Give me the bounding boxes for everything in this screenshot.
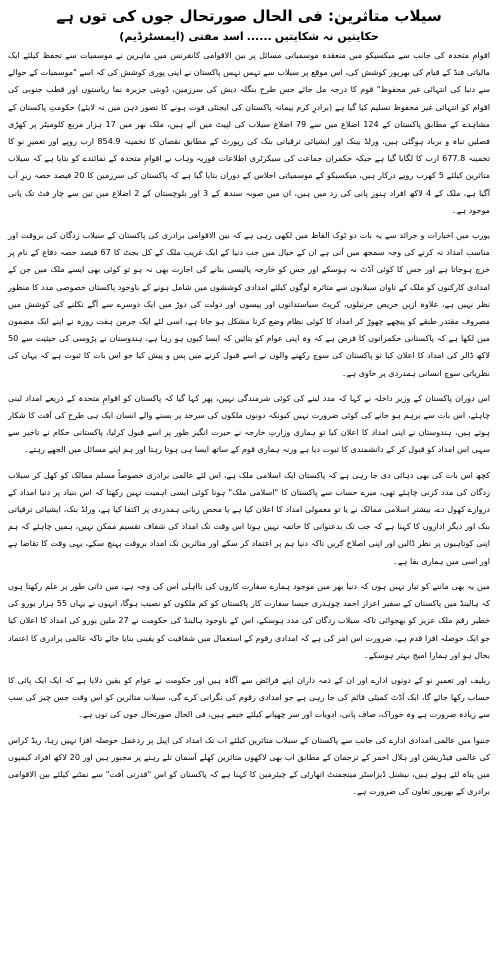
article-body bbox=[8, 47, 490, 800]
article-paragraph: اقوامِ متحدہ کی جانب سے میکسیکو میں منعقدہ موسمیاتی مسائل پر بین الاقوامی کانفرنس میں ماہرین نے موسمیات سے تحفظ کیلئے ایک مالیاتی فنڈ کے قیام کی بھرپور کوشش کی، اس موقع پر سیلاب سے تہس نہس پاکستان نے اپنی پوری کوشش کی کہ اسے "موسمیات کے حوالے سے دنیا کی انتہائی غیر محفوظ" قوم کا درجہ مل جائے جس طرح بنگلہ دیش کی سرزمین، ڈوبتی جزیرہ نما ریاستوں اور قطب جنوبی کی اقوام کو انتہائی غیر محفوظ تسلیم کیا گیا ہے (برادرِ کرم پیمانہ پاکستان کی ایجنٹی قوت ہونے کا تصور ذہن میں نہ لایئے) حکومتِ پاکستان کے مشاہدے کے مطابق پاکستان کے 124 اضلاع میں سے 79 اضلاع سیلاب کی لپیٹ میں آئے ہیں، ملک بھر میں 17 ہزار مربع کلومیٹر پر کھڑی فصلیں تباہ و برباد ہوگئی ہیں، ورلڈ بینک اور ایشیائی ترقیاتی بنک کی رپورٹ کے مطابق نقصان کا تخمینہ 854.9 ارب روپے اور تعمیرِ نو کا تخمینہ 677.8 ارب کا لگایا گیا ہے جبکہ حکمران جماعت کی سیکرٹری اطلاعات فوزیہ وہاب نے اقوامِ متحدہ کے نمائندے کو بتایا ہے کہ سیلاب متاثرین کیلئے 5 کھرب روپے درکار ہیں، میکسیکو کے موسمیاتی اجلاس کے دوران بتایا گیا ہے کہ پاکستان کی سرزمین کا 20 فیصد حصہ زیرِ آب آگیا ہے، ملک کے 4 لاکھ افراد ہنوز پانی کی زد میں ہیں، ان میں صوبہ سندھ کے 3 اور بلوچستان کے 2 اضلاع میں تین سے چار فٹ تک پانی موجود ہے۔ bbox=[8, 50, 491, 215]
article-headline: سیلاب متاثرین: فی الحال صورتحال جوں کی توں ہے bbox=[56, 7, 442, 25]
article-paragraph: کچھ اس بات کی بھی دہائی دی جا رہی ہے کہ پاکستان ایک اسلامی ملک ہے، اس لئے عالمی برادری خصوصاً مسلم ممالک کو کھل کر سیلاب زدگان کی مدد کرنی چاہئے تھی، میرے حساب سے پاکستان کا "اسلامی ملک" ہونا کوئی ایسی اہمیت نہیں رکھتا کہ اس بنیاد پر دنیا امداد کے دروازے کھول دے، بیشتر اسلامی ممالک نے یا تو معمولی امداد کا اعلان کیا ہے یا محض زبانی ہمدردی پر اکتفا کیا ہے، ورلڈ بنک، ایشیائی ترقیاتی بنک اور دیگر اداروں کا کہنا ہے کہ جب تک بدعنوانی کا خاتمہ نہیں ہوتا اس وقت تک امداد کی شفاف تقسیم ممکن نہیں، ہمیں چاہئے کہ ہم اپنی کوتاہیوں پر نظر ڈالیں اور اپنی اصلاح کریں تاکہ دنیا ہم پر اعتماد کر سکے اور متاثرین تک امداد بروقت پہنچ سکے، یہی وقت کا تقاضا ہے اور اسی میں ہماری بقا ہے۔ bbox=[8, 469, 490, 566]
article-paragraph: ریلیف اور تعمیرِ نو کے دونوں ادارے اور ان کے ذمہ داران اپنے فرائض سے آگاہ ہیں اور حکومت نے عوام کو یقین دلایا ہے کہ ایک ایک پائی کا حساب رکھا جائے گا، ایک آڈٹ کمیٹی قائم کی جا رہی ہے جو امدادی رقوم کی نگرانی کرے گی، سیلاب متاثرین کو اس وقت جس چیز کی سب سے زیادہ ضرورت ہے وہ خوراک، صاف پانی، ادویات اور سر چھپانے کیلئے خیمے ہیں، فی الحال صورتحال جوں کی توں ہے۔ bbox=[8, 674, 490, 720]
author-name: اسد مفتی (ایمسٹرڈیم) bbox=[119, 30, 244, 43]
article-paragraph: یورپ میں اخبارات و جرائد سے یہ بات دو ٹوک الفاظ میں لکھی رہی ہے کہ بین الاقوامی برادری کی پاکستان کے سیلاب زدگان کی بروقت اور مناسب امداد نہ کرنے کی وجہ سمجھ میں آتی ہے ان کے خیال میں جب دنیا کے ایک غریب ملک کے کل بجٹ کا 67 فیصد حصہ دفاع کے نام پر خرچ ہوجاتا ہے اور جس کا کوئی آڈٹ نہ ہوسکے اور جس کو خارجہ پالیسی بنانے کی اجازت بھی نہ ہو تو کوئی بھی ایسے ملک میں جن کے امدادی کارکنوں کو ملک کے تاوان سیلابوں سے متاثرہ لوگوں کیلئے امدادی کوششوں میں شامل ہونے کے باوجود پاکستان خصوصی مدد کا منظور نظر نہیں ہے، علاوہ ازیں حریص جرنیلوں، کرپٹ سیاستدانوں اور پیسوں اور دولت کی دوڑ میں ایک دوسرے سے آگے نکلنے کی کوشش میں مصروف مقتدر طبقے کو پیچھے چھوڑ کر امداد کا کوئی نظام وضع کرنا مشکل ہو جاتا ہے، اسی لئے ایک جرمن ہفت روزہ نے اپنے ایک مضمون میں لکھا ہے کہ پاکستانی حکمرانوں کا فرض ہے کہ وہ اپنی عوام کو بتائیں کہ ایسا کیوں ہو رہا ہے، ہندوستان نے پڑوسی کی حیثیت سے 50 لاکھ ڈالر کی امداد کا اعلان کیا تو پاکستان کی سوچ رکھنے والوں نے اسے قبول کرنے میں پس و پیش کیا جو اس بات کا ثبوت ہے کہ یہاں کی نظریاتی سوچ انسانی ہمدردی پر حاوی ہے۔ bbox=[8, 230, 490, 378]
article-paragraph: اس دوران پاکستان کے وزیر داخلہ نے کہا کہ مدد لینے کی کوئی شرمندگی نہیں، پھر کہا گیا کہ پاکستان کو اقوامِ متحدہ کے ذریعے امداد لینی چاہئے، اس بات سے برہم ہو جانے کی کوئی ضرورت نہیں کیونکہ دونوں ملکوں کی سرحد پر بسنے والے انسان ایک ہی طرح کی آفت کا شکار ہوتے ہیں، ہندوستان نے اپنی امداد کا اعلان کیا تو ہماری وزارتِ خارجہ نے حیرت انگیز طور پر اسے قبول کرلیا، پاکستانی حکام نے تاخیر سے سہی اس امداد کو قبول کر کے دانشمندی کا ثبوت دیا ہے ورنہ ہماری قوم کے ساتھ ایسا ہی ہوتا رہتا اور ہم اپنے مسائل میں الجھے رہتے۔ bbox=[8, 392, 490, 455]
byline-separator: ...... bbox=[246, 30, 272, 43]
article-paragraph: جنیوا میں عالمی امدادی ادارے کی جانب سے پاکستان کے سیلاب متاثرین کیلئے اب تک امداد کی اپیل پر ردعمل حوصلہ افزا نہیں رہا، ریڈ کراس کی عالمی فیڈریشن اور ہلال احمر کے ترجمان کے مطابق اب بھی لاکھوں متاثرین کھلے آسمان تلے رہنے پر مجبور ہیں اور 20 لاکھ افراد کیمپوں میں پناہ لئے ہوئے ہیں، نیشنل ڈیزاسٹر مینجمنٹ اتھارٹی کے چیئرمین کا کہنا ہے کہ پاکستان کو اس "قدرتی آفت" سے نمٹنے کیلئے بین الاقوامی برادری کے بھرپور تعاون کی ضرورت ہے۔ bbox=[8, 734, 490, 797]
column-name: حکایتیں نہ شکایتیں bbox=[274, 30, 379, 43]
article-paragraph: میں یہ بھی ماننے کو تیار نہیں ہوں کہ دنیا بھر میں موجود ہمارے سفارت کاروں کی نااہلی اس کی وجہ ہے، میں ذاتی طور پر علم رکھتا ہوں کہ ہالینڈ میں پاکستان کے سفیر اعزاز احمد چوہدری جیسا سفارت کار پاکستان کو کم ملکوں کو نصیب ہوگا، انہوں نے یہاں 55 ہزار یورو کی خطیر رقم ملک عزیز کو بھجوائی تاکہ سیلاب زدگان کی مدد ہوسکے، اس کے باوجود ہالینڈ کی حکومت نے 27 ملین یورو کی امداد کا اعلان کیا جو ایک حوصلہ افزا قدم ہے، ضرورت اس امر کی ہے کہ امدادی رقوم کے استعمال میں شفافیت کو یقینی بنایا جائے تاکہ عالمی برادری کا اعتماد بحال ہو اور ہمارا امیج بہتر ہوسکے۔ bbox=[8, 580, 490, 660]
article-byline bbox=[8, 29, 490, 44]
